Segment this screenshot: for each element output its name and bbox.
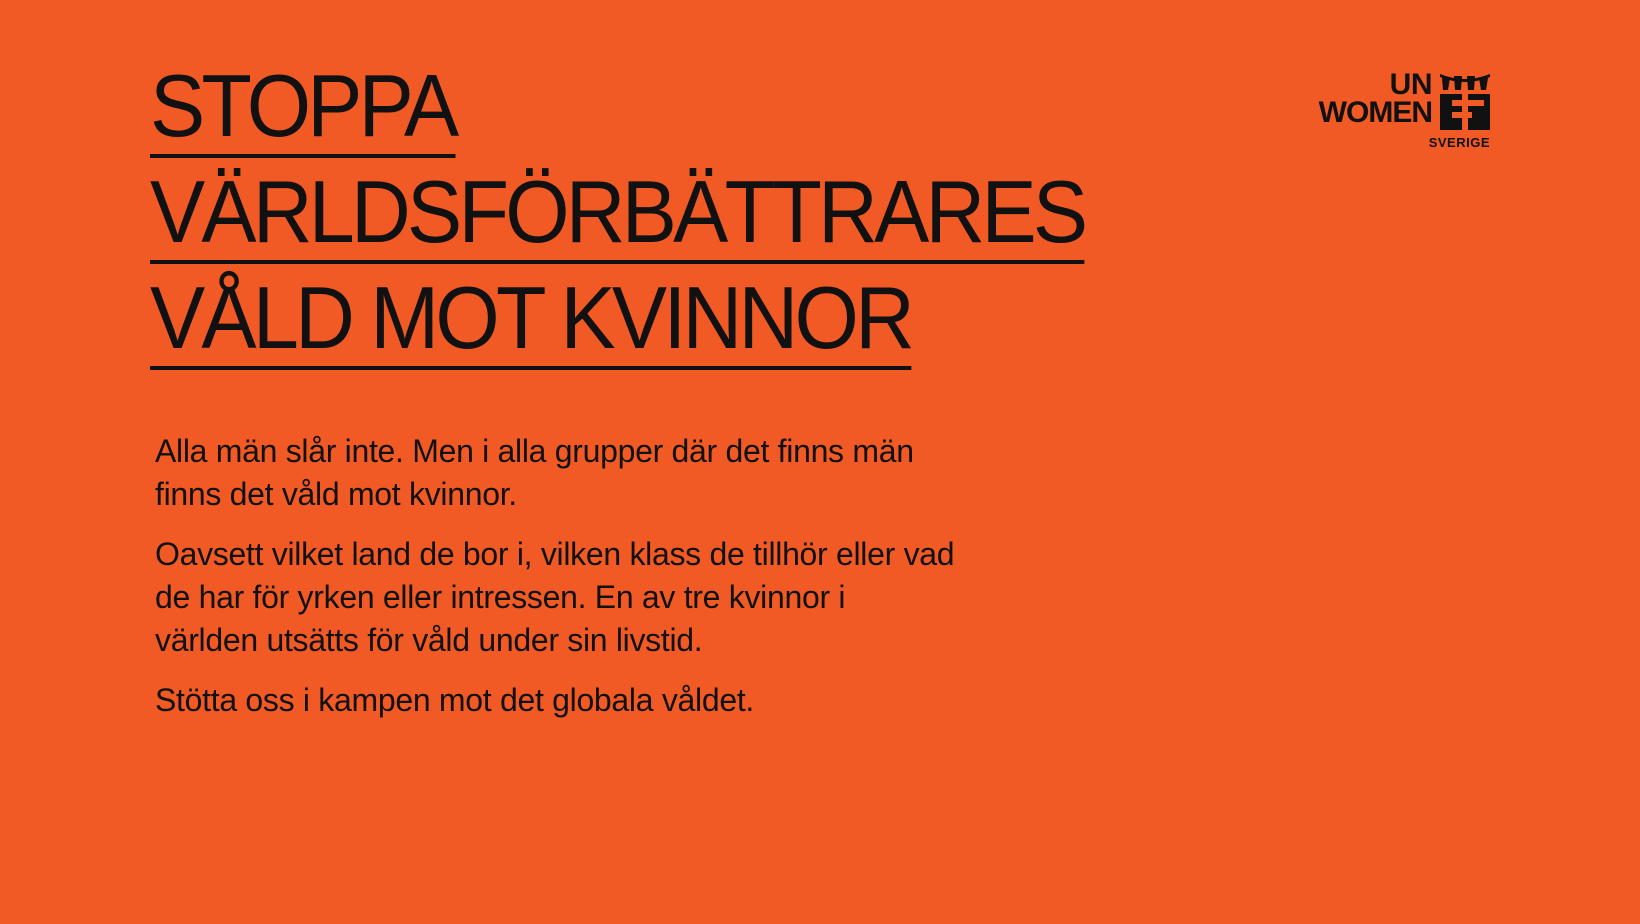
body-paragraph-3: Stötta oss i kampen mot det globala våldet.	[155, 682, 755, 718]
body-text	[155, 430, 955, 739]
logo-text-country: SVERIGE	[1428, 135, 1490, 150]
logo-text-women: WOMEN	[1318, 96, 1432, 129]
headline-line-2: VÄRLDSFÖRBÄTTRARES	[150, 168, 1084, 264]
body-paragraph-2: Oavsett vilket land de bor i, vilken klass de tillhör eller vad de har för yrken eller intressen. En av tre kvinnor i världen utsätts för våld under sin livstid.	[155, 536, 955, 658]
un-women-logo	[1290, 70, 1490, 154]
headline-line-3: VÅLD MOT KVINNOR	[150, 274, 911, 370]
un-women-emblem-icon	[1440, 74, 1490, 130]
headline-line-1: STOPPA	[150, 62, 455, 158]
logo-text-un: UN	[1389, 68, 1432, 101]
headline	[150, 56, 1144, 380]
body-paragraph-1: Alla män slår inte. Men i alla grupper där det finns män finns det våld mot kvinnor.	[155, 433, 914, 512]
